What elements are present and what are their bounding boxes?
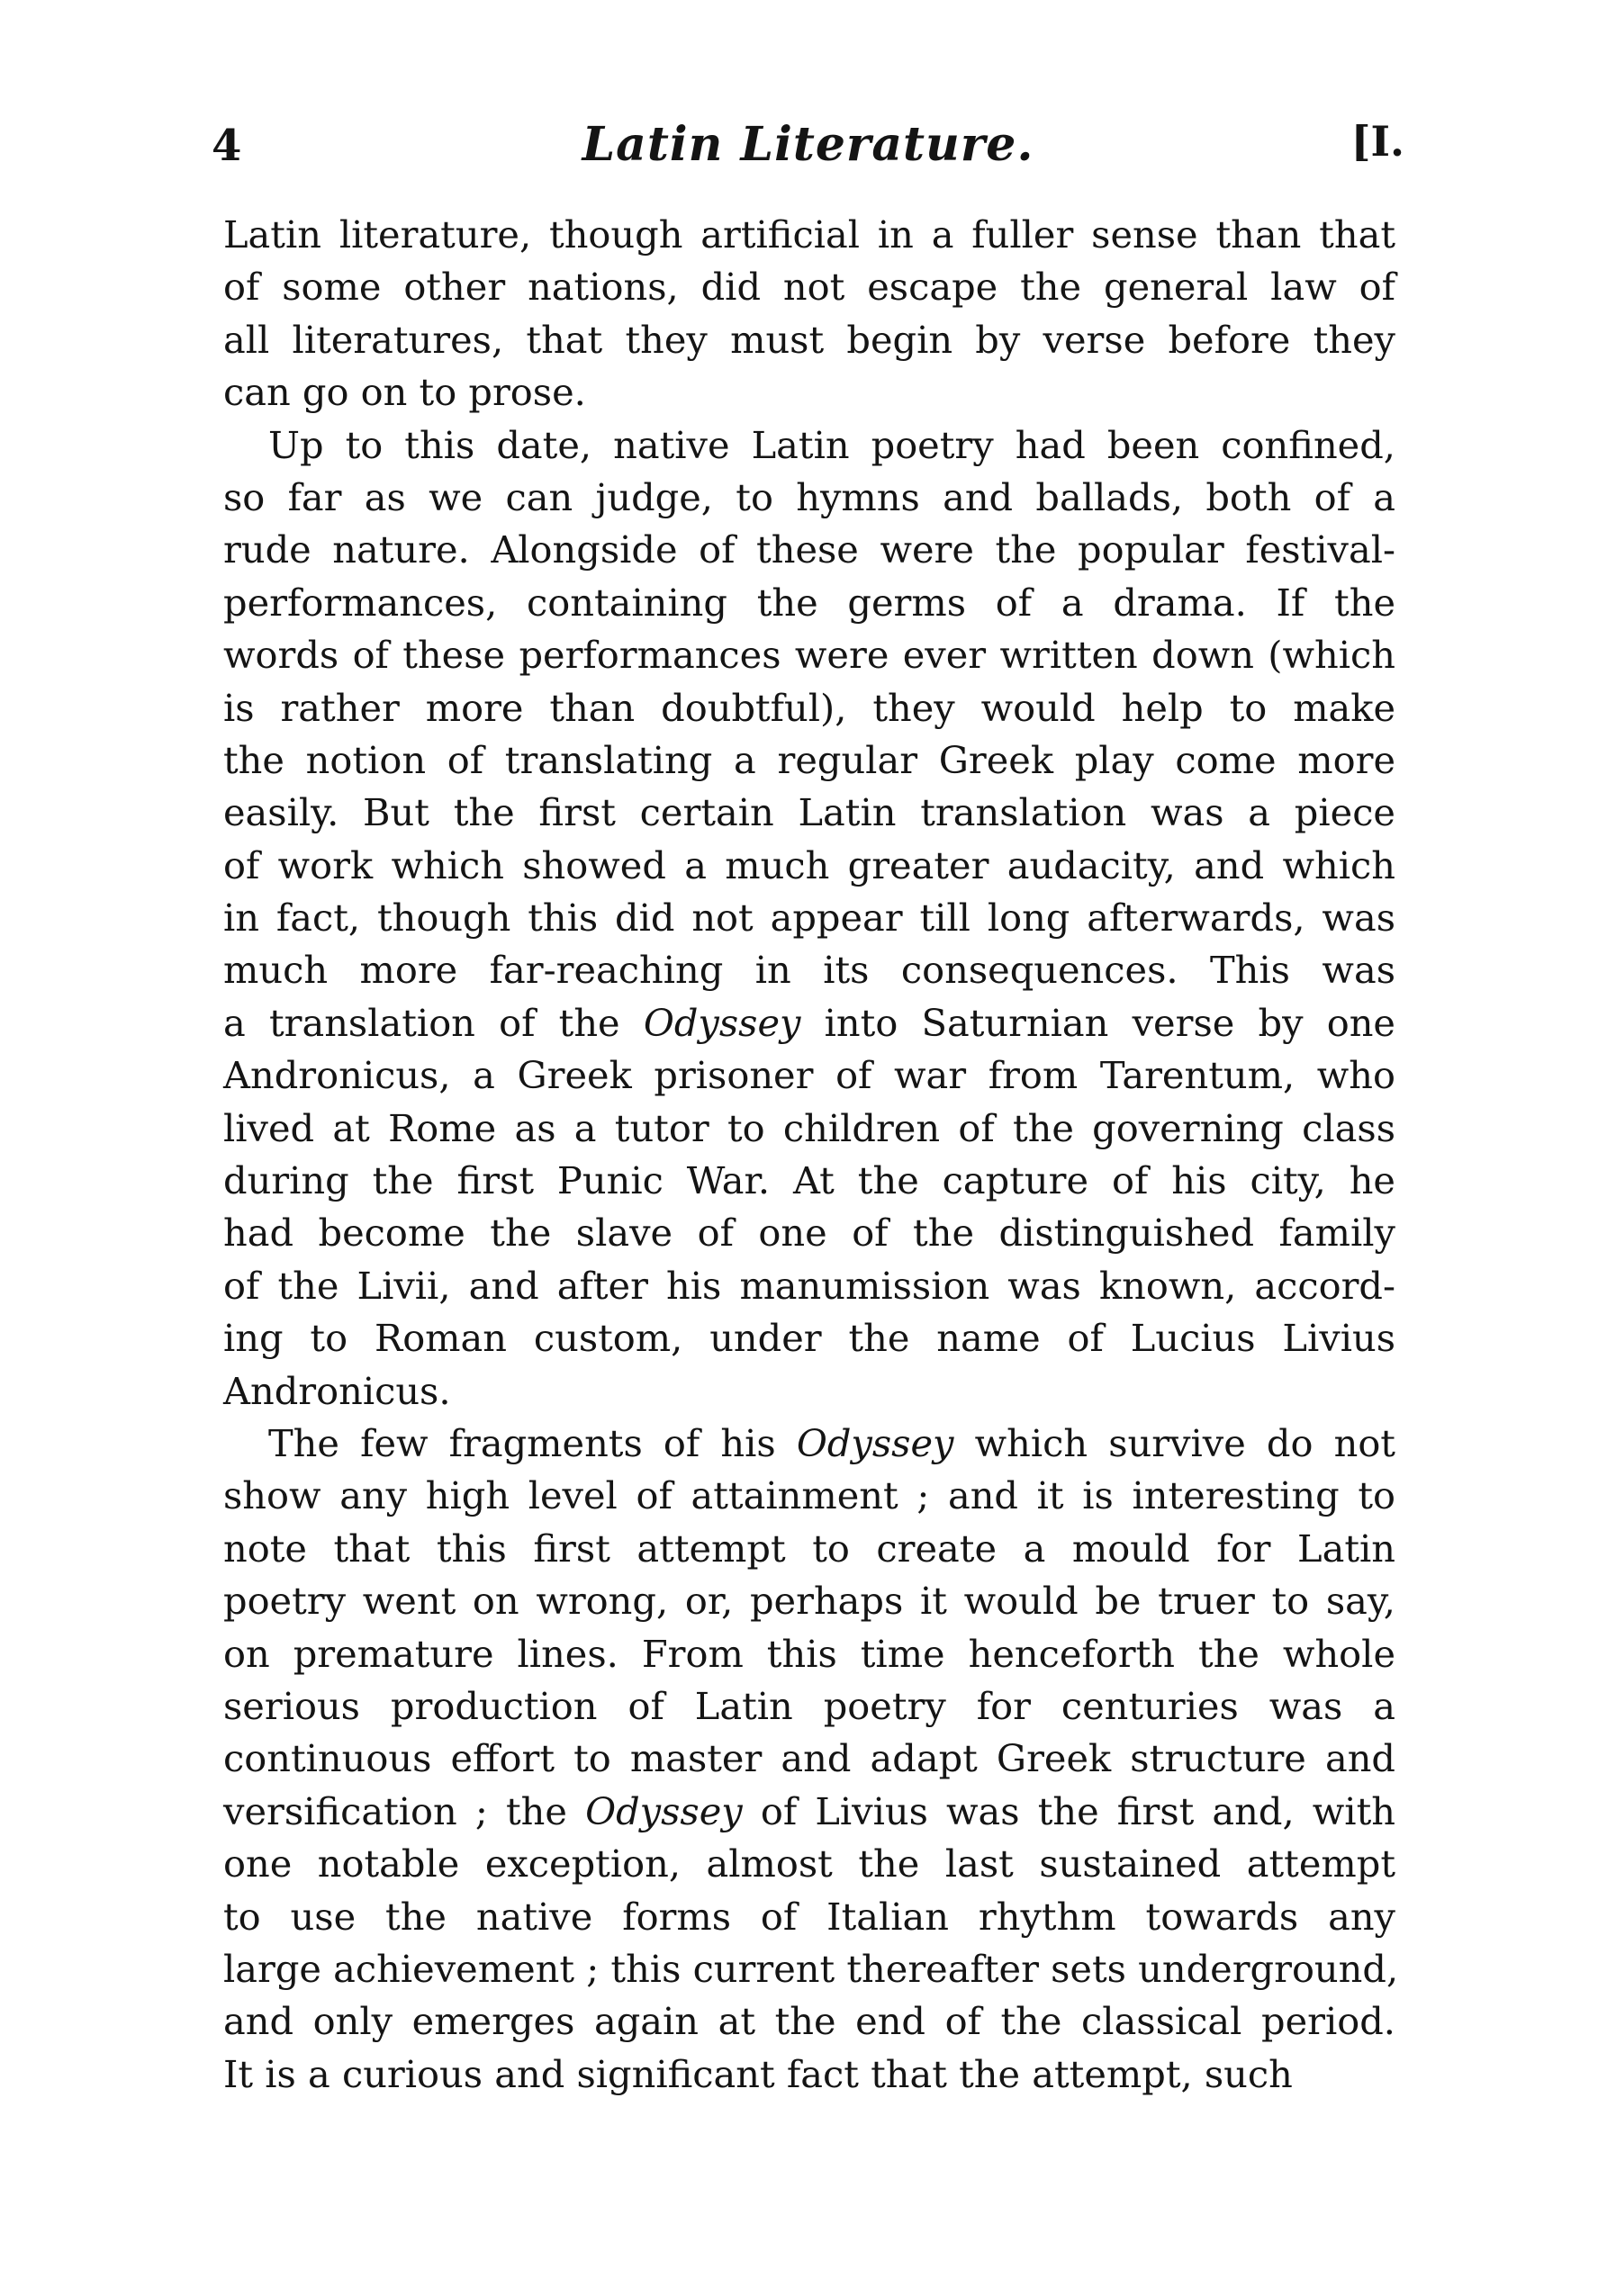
text-line: large achievement ; this current thereafter sets underground, bbox=[223, 1946, 1399, 1991]
text-line: can go on to prose. bbox=[223, 370, 586, 415]
text-line: of work which showed a much greater audacity, and which bbox=[223, 842, 1395, 887]
body-text bbox=[223, 209, 1399, 2101]
text-line: lived at Rome as a tutor to children of the governing class bbox=[223, 1105, 1395, 1150]
chapter-mark: [I. bbox=[1350, 117, 1404, 166]
text-line: poetry went on wrong, or, perhaps it would be truer to say, bbox=[223, 1579, 1395, 1624]
text-line: of the Livii, and after his manumission was known, accord- bbox=[223, 1263, 1395, 1308]
text-line: all literatures, that they must begin by verse before they bbox=[223, 317, 1395, 362]
text-line: of some other nations, did not escape the general law of bbox=[223, 265, 1395, 310]
text-line: so far as we can judge, to hymns and ballads, both of a bbox=[223, 474, 1395, 519]
running-title: Latin Literature. bbox=[582, 117, 1034, 172]
text-line: much more far-reaching in its consequences. This was bbox=[223, 948, 1395, 993]
paragraph bbox=[223, 419, 1395, 1418]
text-line: Up to this date, native Latin poetry had been confined, bbox=[268, 422, 1395, 467]
text-line: in fact, though this did not appear till long afterwards, was bbox=[223, 896, 1395, 941]
italic-title: Odyssey bbox=[796, 1420, 954, 1465]
text-line: words of these performances were ever written down (which bbox=[223, 633, 1395, 678]
text-line: note that this first attempt to create a mould for Latin bbox=[223, 1526, 1395, 1571]
text-line: and only emerges again at the end of the classical period. bbox=[223, 1999, 1395, 2044]
text-line: had become the slave of one of the distinguished family bbox=[223, 1211, 1395, 1256]
text-line: the notion of translating a regular Greek play come more bbox=[223, 737, 1395, 782]
paragraph bbox=[223, 1418, 1399, 2101]
text-line: Andronicus. bbox=[223, 1368, 451, 1413]
text-line: versification ; the Odyssey of Livius was the first and, with bbox=[223, 1788, 1395, 1833]
text-line: It is a curious and significant fact that the attempt, such bbox=[223, 2051, 1293, 2096]
text-line: Andronicus, a Greek prisoner of war from Tarentum, who bbox=[223, 1053, 1395, 1098]
text-line: Latin literature, though artificial in a fuller sense than that bbox=[223, 212, 1395, 257]
text-line: performances, containing the germs of a drama. If the bbox=[223, 580, 1395, 625]
text-line: rude nature. Alongside of these were the popular festival- bbox=[223, 527, 1395, 572]
italic-title: Odyssey bbox=[643, 1000, 801, 1045]
text-line: is rather more than doubtful), they would help to make bbox=[223, 685, 1395, 730]
page-header bbox=[212, 117, 1404, 189]
text-line: easily. But the first certain Latin translation was a piece bbox=[223, 790, 1395, 835]
italic-title: Odyssey bbox=[585, 1788, 743, 1833]
text-line: a translation of the Odyssey into Saturnian verse by one bbox=[223, 1000, 1395, 1045]
text-line: one notable exception, almost the last sustained attempt bbox=[223, 1841, 1395, 1886]
paragraph bbox=[223, 209, 1395, 419]
text-line: to use the native forms of Italian rhythm towards any bbox=[223, 1894, 1395, 1939]
text-line: on premature lines. From this time henceforth the whole bbox=[223, 1631, 1395, 1676]
text-line: continuous effort to master and adapt Greek structure and bbox=[223, 1736, 1395, 1781]
text-line: during the first Punic War. At the capture of his city, he bbox=[223, 1158, 1395, 1203]
text-line: show any high level of attainment ; and it is interesting to bbox=[223, 1473, 1395, 1518]
text-line: ing to Roman custom, under the name of Lucius Livius bbox=[223, 1316, 1395, 1361]
text-line: The few fragments of his Odyssey which survive do not bbox=[268, 1420, 1395, 1465]
text-line: serious production of Latin poetry for centuries was a bbox=[223, 1683, 1395, 1728]
page-number: 4 bbox=[212, 121, 242, 171]
